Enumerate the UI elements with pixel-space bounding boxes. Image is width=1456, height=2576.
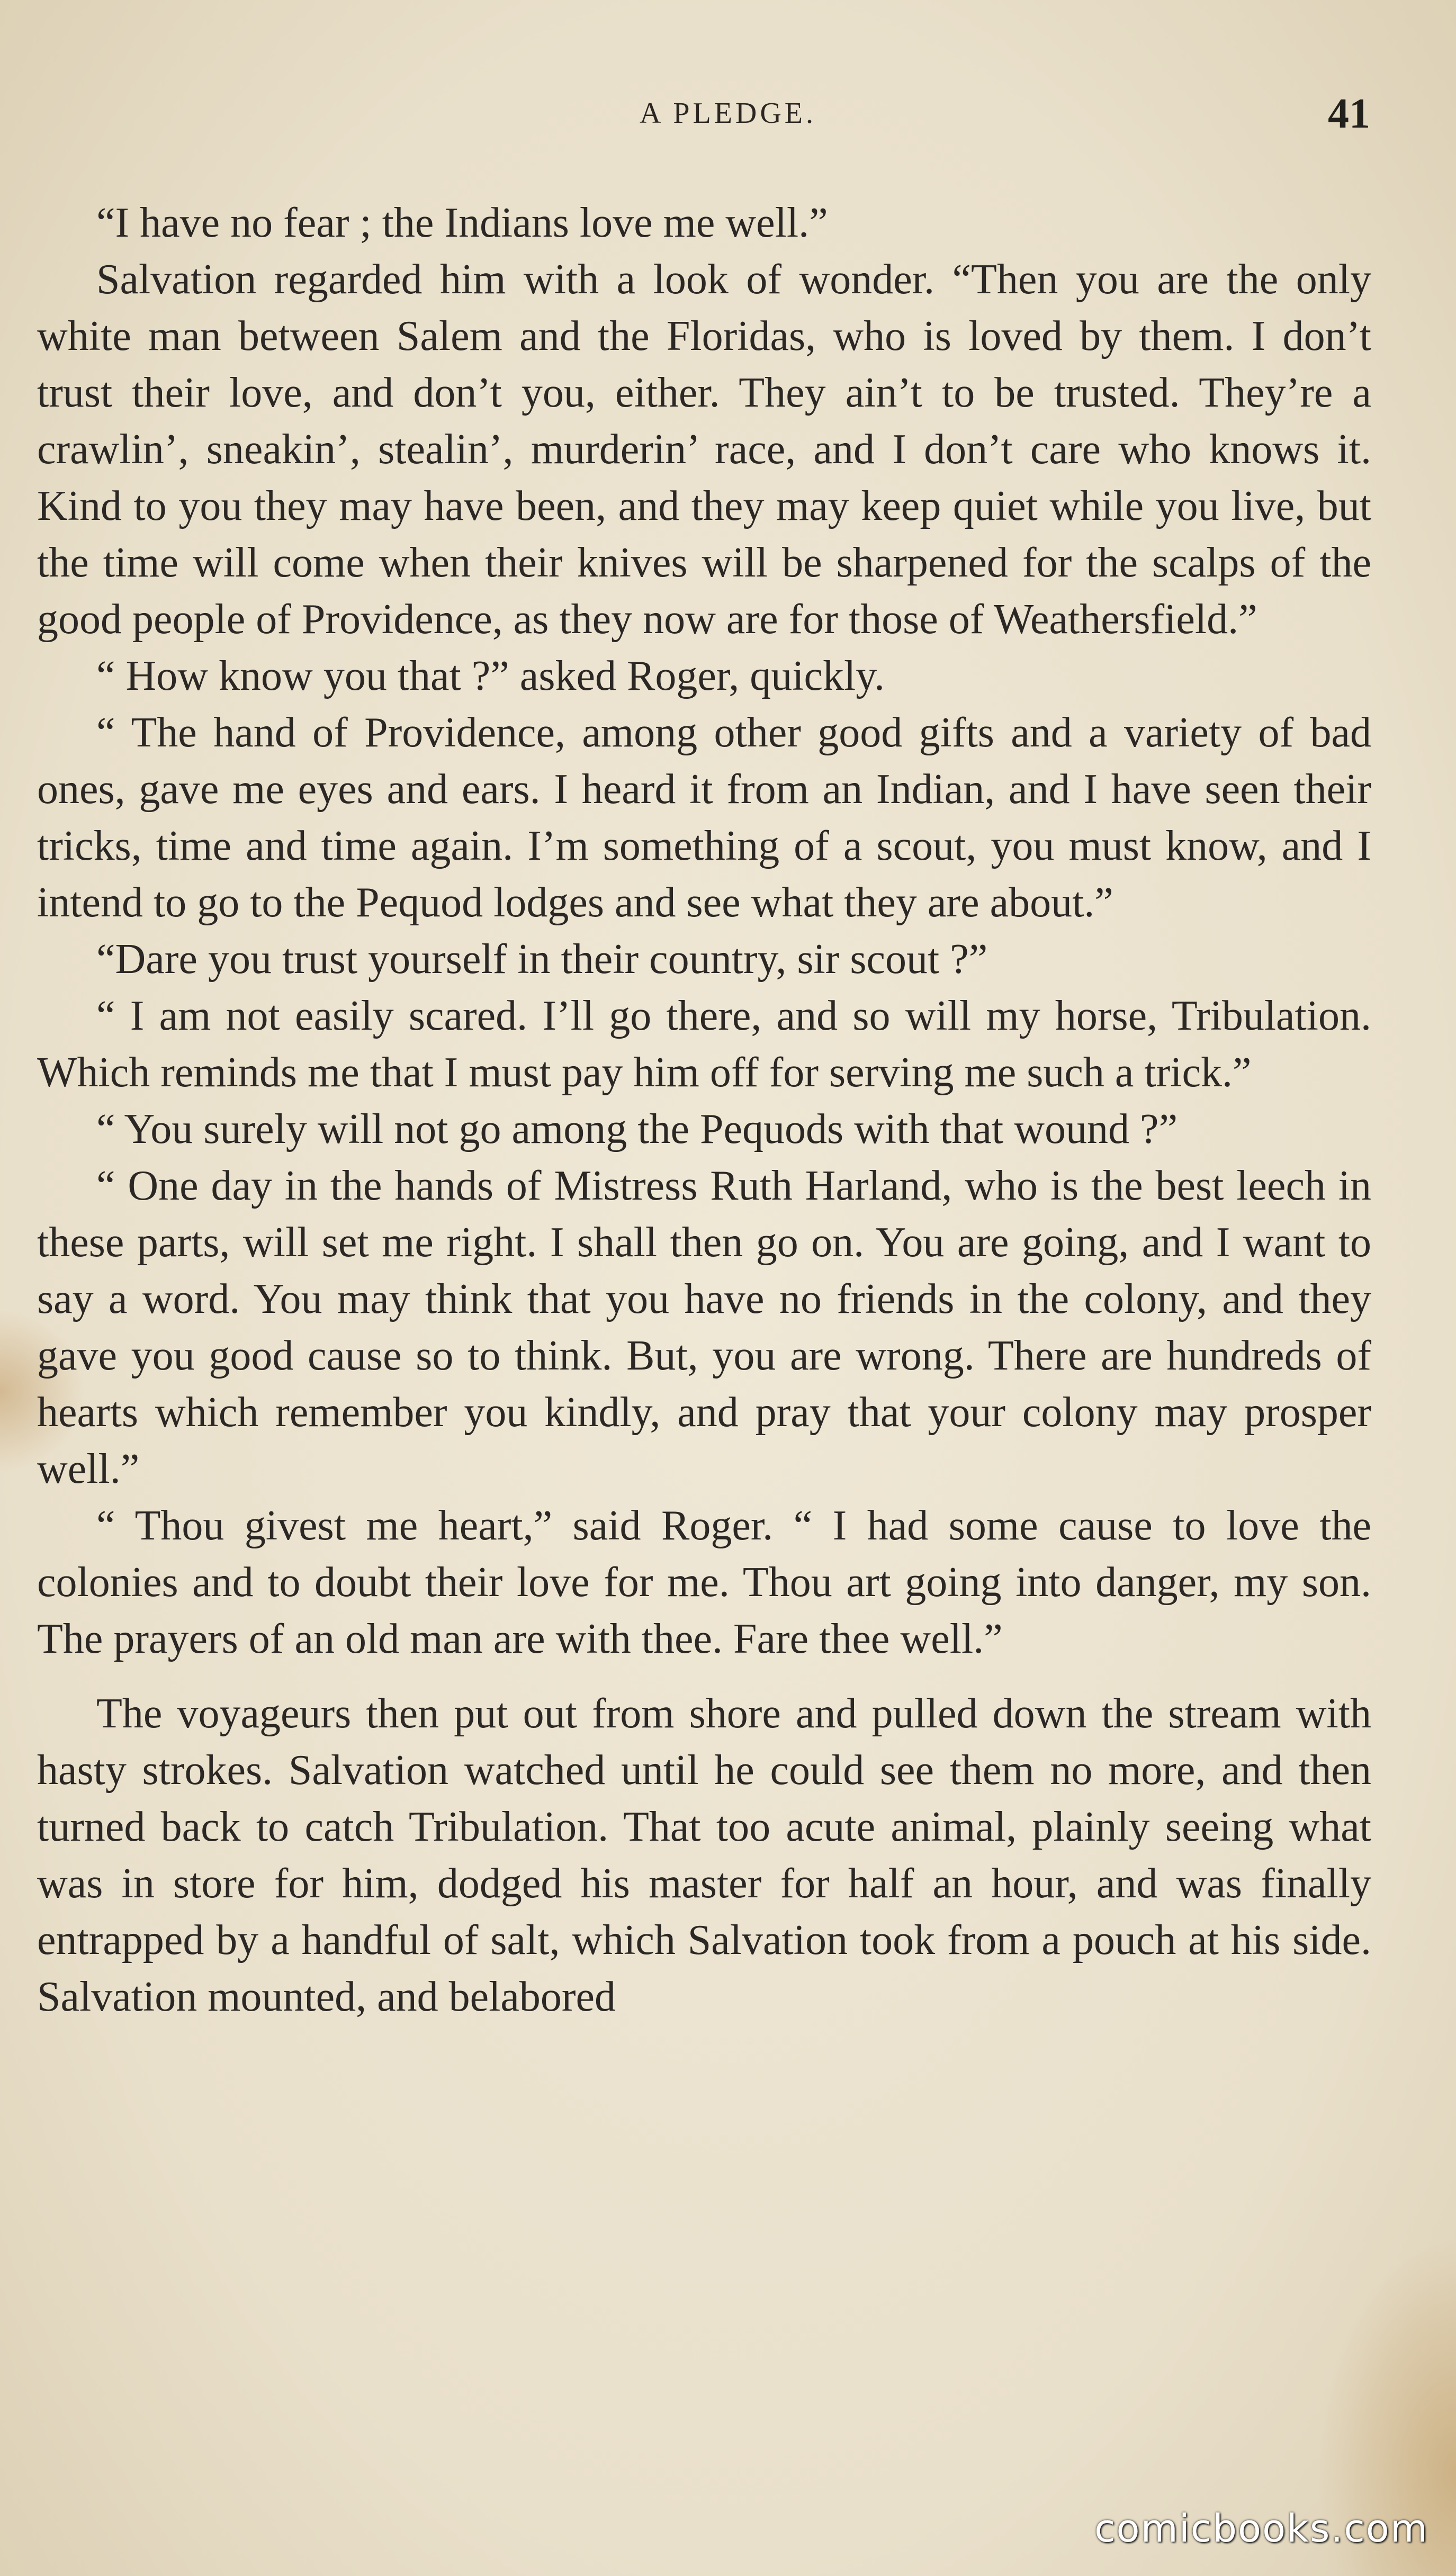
- body-text: [37, 195, 1371, 2025]
- paragraph: “ The hand of Providence, among other good gifts and a variety of bad ones, gave me eyes and ears. I heard it from an Indian, and I have seen their tricks, time and time again. I’m something of a scout, you must know, and I intend to go to the Pequod lodges and see what they are about.”: [37, 709, 1371, 926]
- running-head: A PLEDGE.: [640, 97, 816, 130]
- paragraph: The voyageurs then put out from shore and pulled down the stream with hasty strokes. Salvation watched until he could see them no more, and then turned back to catch Tribulation. That too acute animal, plainly seeing what was in store for him, dodged his master for half an hour, and was finally entrapped by a handful of salt, which Salvation took from a pouch at his side. Salvation mounted, and belabored: [37, 1690, 1371, 2020]
- paragraph: “Dare you trust yourself in their country, sir scout ?”: [96, 936, 988, 983]
- page-header: [0, 91, 1456, 155]
- paragraph: “ You surely will not go among the Pequods with that wound ?”: [96, 1106, 1178, 1152]
- paragraph: “ I am not easily scared. I’ll go there, and so will my horse, Tribulation. Which reminds me that I must pay him off for serving me such a trick.”: [37, 993, 1371, 1096]
- paragraph: “I have no fear ; the Indians love me well.”: [96, 200, 828, 246]
- paragraph: “ How know you that ?” asked Roger, quickly.: [96, 653, 885, 699]
- watermark: comicbooks.com: [1094, 2506, 1428, 2551]
- page-number: 41: [1328, 91, 1370, 137]
- paragraph: “ One day in the hands of Mistress Ruth Harland, who is the best leech in these parts, will set me right. I shall then go on. You are going, and I want to say a word. You may think that you have no friends in the colony, and they gave you good cause so to think. But, you are wrong. There are hundreds of hearts which remember you kindly, and pray that your colony may prosper well.”: [37, 1163, 1371, 1492]
- paragraph: Salvation regarded him with a look of wonder. “Then you are the only white man between Salem and the Floridas, who is loved by them. I don’t trust their love, and don’t you, either. They ain’t to be trusted. They’re a crawlin’, sneakin’, stealin’, murderin’ race, and I don’t care who knows it. Kind to you they may have been, and they may keep quiet while you live, but the time will come when their knives will be sharpened for the scalps of the good people of Providence, as they now are for those of Weathersfield.”: [37, 256, 1371, 643]
- paragraph: “ Thou givest me heart,” said Roger. “ I had some cause to love the colonies and to doubt their love for me. Thou art going into danger, my son. The prayers of an old man are with thee. Fare thee well.”: [37, 1502, 1371, 1662]
